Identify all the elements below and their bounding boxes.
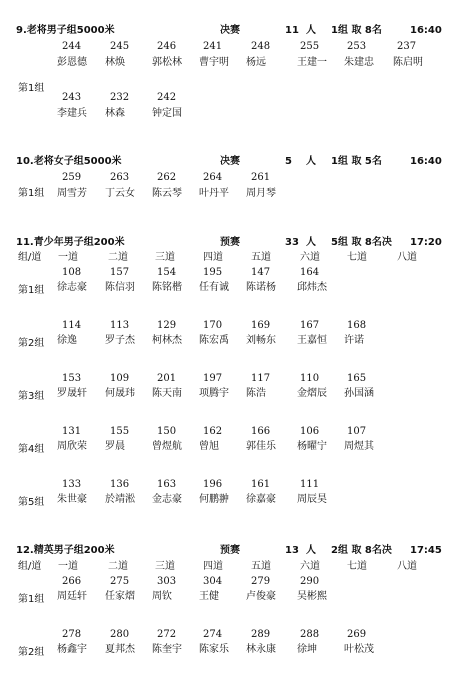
bib-number: 196 (203, 479, 223, 490)
athlete-name: 金志豪 (152, 494, 182, 505)
bib-number: 248 (251, 41, 271, 52)
athlete-name: 陈天南 (152, 388, 182, 399)
bib-number: 165 (347, 373, 367, 384)
athlete-name: 郭佳乐 (246, 441, 276, 452)
bib-number: 114 (62, 320, 82, 331)
athlete-name: 徐嘉豪 (246, 494, 276, 505)
event-start-time: 17:20 (410, 237, 442, 248)
event-start-time: 17:45 (410, 545, 442, 556)
athlete-name: 陈启明 (393, 57, 423, 68)
bib-number: 170 (203, 320, 223, 331)
event-count-unit: 人 (306, 545, 316, 556)
event-count-unit: 人 (306, 237, 316, 248)
bib-number: 266 (62, 576, 82, 587)
athlete-name: 徐坤 (297, 644, 317, 655)
bib-number: 304 (203, 576, 223, 587)
athlete-name: 杨远 (246, 57, 266, 68)
athlete-name: 朱世豪 (57, 494, 87, 505)
bib-number: 303 (157, 576, 177, 587)
event-athlete-count: 33 (285, 237, 299, 248)
athlete-name: 周辰昊 (297, 494, 327, 505)
event-start-time: 16:40 (410, 25, 442, 36)
bib-number: 242 (157, 92, 177, 103)
bib-number: 274 (203, 629, 223, 640)
bib-number: 155 (110, 426, 130, 437)
bib-number: 290 (300, 576, 320, 587)
lane-header: 七道 (347, 561, 367, 572)
athlete-name: 陈家乐 (199, 644, 229, 655)
athlete-name: 金熠辰 (297, 388, 327, 399)
athlete-name: 何晟玮 (105, 388, 135, 399)
event-title: 9.老将男子组5000米 (16, 25, 115, 36)
group-label: 第3组 (18, 391, 45, 402)
bib-number: 263 (110, 172, 130, 183)
bib-number: 113 (110, 320, 130, 331)
bib-number: 117 (251, 373, 271, 384)
group-label: 第1组 (18, 83, 45, 94)
athlete-name: 周雪芳 (57, 188, 87, 199)
athlete-name: 周廷轩 (57, 591, 87, 602)
bib-number: 106 (300, 426, 320, 437)
bib-number: 164 (300, 267, 320, 278)
bib-number: 161 (251, 479, 271, 490)
bib-number: 154 (157, 267, 177, 278)
athlete-name: 王嘉恒 (297, 335, 327, 346)
bib-number: 289 (251, 629, 271, 640)
athlete-name: 吴彬熙 (297, 591, 327, 602)
event-athlete-count: 11 (285, 25, 299, 36)
athlete-name: 许诺 (344, 335, 364, 346)
lane-header: 一道 (58, 561, 78, 572)
lane-header: 八道 (397, 561, 417, 572)
bib-number: 166 (251, 426, 271, 437)
group-label: 第1组 (18, 188, 45, 199)
bib-number: 279 (251, 576, 271, 587)
bib-number: 197 (203, 373, 223, 384)
athlete-name: 罗晨 (105, 441, 125, 452)
athlete-name: 陈诺杨 (246, 282, 276, 293)
group-label: 第2组 (18, 647, 45, 658)
lane-header: 三道 (155, 252, 175, 263)
bib-number: 255 (300, 41, 320, 52)
athlete-name: 陈奎宇 (152, 644, 182, 655)
lane-header: 四道 (203, 252, 223, 263)
group-label: 第2组 (18, 338, 45, 349)
group-label: 第4组 (18, 444, 45, 455)
athlete-name: 於靖淞 (105, 494, 135, 505)
athlete-name: 罗子杰 (105, 335, 135, 346)
athlete-name: 李建兵 (57, 108, 87, 119)
athlete-name: 何鹏翀 (199, 494, 229, 505)
bib-number: 133 (62, 479, 82, 490)
lane-header: 组/道 (18, 252, 42, 263)
athlete-name: 林焕 (105, 57, 125, 68)
bib-number: 232 (110, 92, 130, 103)
event-stage: 预赛 (220, 545, 240, 556)
event-stage: 决赛 (220, 25, 240, 36)
event-count-unit: 人 (306, 25, 316, 36)
athlete-name: 陈宏禹 (199, 335, 229, 346)
bib-number: 278 (62, 629, 82, 640)
bib-number: 157 (110, 267, 130, 278)
bib-number: 244 (62, 41, 82, 52)
bib-number: 269 (347, 629, 367, 640)
athlete-name: 杨曜宁 (297, 441, 327, 452)
event-stage: 预赛 (220, 237, 240, 248)
athlete-name: 彭恩德 (57, 57, 87, 68)
lane-header: 六道 (300, 252, 320, 263)
athlete-name: 王健 (199, 591, 219, 602)
event-title: 11.青少年男子组200米 (16, 237, 125, 248)
bib-number: 111 (300, 479, 320, 490)
athlete-name: 周钦 (152, 591, 172, 602)
group-label: 第1组 (18, 285, 45, 296)
bib-number: 237 (397, 41, 417, 52)
athlete-name: 王建一 (297, 57, 327, 68)
bib-number: 246 (157, 41, 177, 52)
athlete-name: 徐志豪 (57, 282, 87, 293)
event-athlete-count: 13 (285, 545, 299, 556)
lane-header: 六道 (300, 561, 320, 572)
athlete-name: 周煜其 (344, 441, 374, 452)
event-group-rule: 1组 取 8名 (331, 25, 382, 36)
athlete-name: 陈信羽 (105, 282, 135, 293)
athlete-name: 曾煜航 (152, 441, 182, 452)
lane-header: 二道 (108, 561, 128, 572)
bib-number: 195 (203, 267, 223, 278)
athlete-name: 徐逸 (57, 335, 77, 346)
event-athlete-count: 5 (285, 156, 292, 167)
group-label: 第1组 (18, 594, 45, 605)
athlete-name: 郭松林 (152, 57, 182, 68)
bib-number: 275 (110, 576, 130, 587)
athlete-name: 夏邦杰 (105, 644, 135, 655)
athlete-name: 项腾宇 (199, 388, 229, 399)
bib-number: 107 (347, 426, 367, 437)
bib-number: 129 (157, 320, 177, 331)
event-group-rule: 1组 取 5名 (331, 156, 382, 167)
event-start-time: 16:40 (410, 156, 442, 167)
bib-number: 280 (110, 629, 130, 640)
athlete-name: 陈铭楷 (152, 282, 182, 293)
athlete-name: 林森 (105, 108, 125, 119)
athlete-name: 任有诚 (199, 282, 229, 293)
athlete-name: 陈浩 (246, 388, 266, 399)
event-group-rule: 5组 取 8名决 (331, 237, 392, 248)
lane-header: 一道 (58, 252, 78, 263)
athlete-name: 钟定国 (152, 108, 182, 119)
bib-number: 131 (62, 426, 82, 437)
athlete-name: 柯林杰 (152, 335, 182, 346)
athlete-name: 孙国涵 (344, 388, 374, 399)
event-title: 12.精英男子组200米 (16, 545, 115, 556)
bib-number: 167 (300, 320, 320, 331)
group-label: 第5组 (18, 497, 45, 508)
bib-number: 288 (300, 629, 320, 640)
lane-header: 五道 (251, 561, 271, 572)
athlete-name: 朱建忠 (344, 57, 374, 68)
athlete-name: 曾旭 (199, 441, 219, 452)
bib-number: 253 (347, 41, 367, 52)
athlete-name: 周月琴 (246, 188, 276, 199)
bib-number: 262 (157, 172, 177, 183)
athlete-name: 曹宇明 (199, 57, 229, 68)
athlete-name: 杨鑫宇 (57, 644, 87, 655)
bib-number: 153 (62, 373, 82, 384)
bib-number: 110 (300, 373, 320, 384)
bib-number: 264 (203, 172, 223, 183)
athlete-name: 罗晟轩 (57, 388, 87, 399)
lane-header: 三道 (155, 561, 175, 572)
athlete-name: 叶丹平 (199, 188, 229, 199)
athlete-name: 陈云琴 (152, 188, 182, 199)
bib-number: 259 (62, 172, 82, 183)
athlete-name: 林永康 (246, 644, 276, 655)
event-title: 10.老将女子组5000米 (16, 156, 122, 167)
bib-number: 241 (203, 41, 223, 52)
athlete-name: 周欣荣 (57, 441, 87, 452)
bib-number: 168 (347, 320, 367, 331)
athlete-name: 叶松茂 (344, 644, 374, 655)
athlete-name: 刘畅东 (246, 335, 276, 346)
bib-number: 201 (157, 373, 177, 384)
bib-number: 163 (157, 479, 177, 490)
bib-number: 147 (251, 267, 271, 278)
lane-header: 五道 (251, 252, 271, 263)
bib-number: 243 (62, 92, 82, 103)
bib-number: 169 (251, 320, 271, 331)
athlete-name: 邱炜杰 (297, 282, 327, 293)
event-stage: 决赛 (220, 156, 240, 167)
bib-number: 136 (110, 479, 130, 490)
bib-number: 162 (203, 426, 223, 437)
bib-number: 245 (110, 41, 130, 52)
athlete-name: 任家熠 (105, 591, 135, 602)
bib-number: 261 (251, 172, 271, 183)
bib-number: 150 (157, 426, 177, 437)
lane-header: 二道 (108, 252, 128, 263)
bib-number: 272 (157, 629, 177, 640)
lane-header: 四道 (203, 561, 223, 572)
lane-header: 组/道 (18, 561, 42, 572)
bib-number: 108 (62, 267, 82, 278)
event-count-unit: 人 (306, 156, 316, 167)
athlete-name: 卢俊豪 (246, 591, 276, 602)
athlete-name: 丁云女 (105, 188, 135, 199)
bib-number: 109 (110, 373, 130, 384)
lane-header: 八道 (397, 252, 417, 263)
lane-header: 七道 (347, 252, 367, 263)
event-group-rule: 2组 取 8名决 (331, 545, 392, 556)
